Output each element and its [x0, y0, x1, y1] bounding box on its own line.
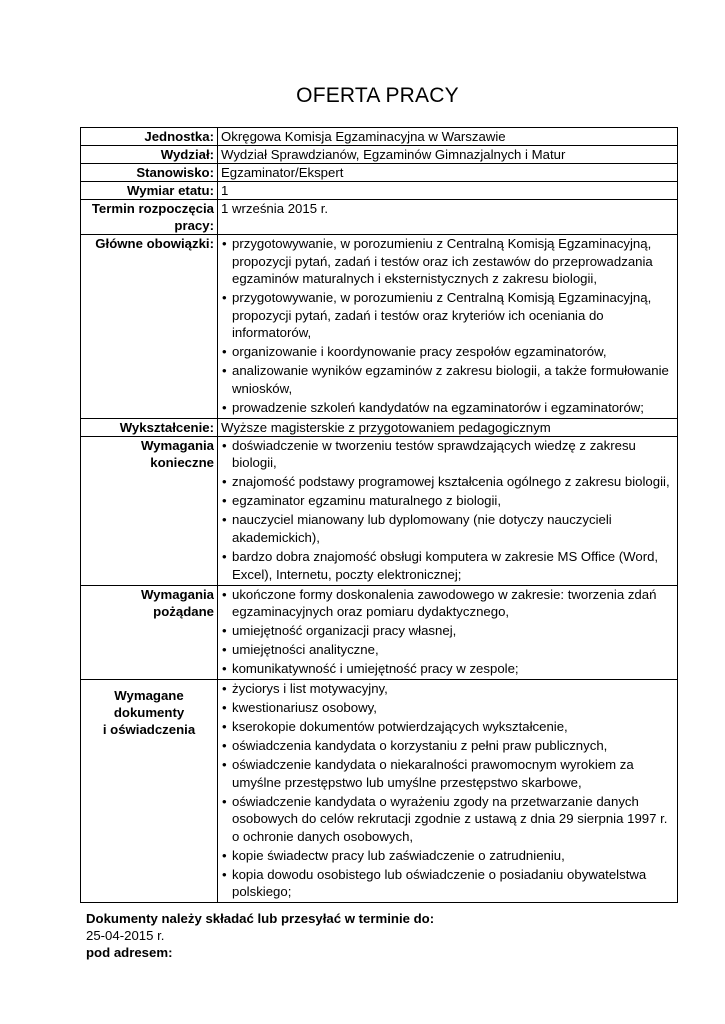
label-wymagania-konieczne: Wymagania konieczne	[81, 436, 218, 585]
list-item: • ukończone formy doskonalenia zawodowego w zakresie: tworzenia zdań egzaminacyjnych oraz pomiaru dydaktycznego,	[221, 586, 674, 623]
value-termin: 1 września 2015 r.	[218, 200, 678, 235]
label-stanowisko: Stanowisko:	[81, 164, 218, 182]
list-item: • prowadzenie szkoleń kandydatów na egzaminatorów i egzaminatorów;	[221, 399, 674, 418]
list-item: • nauczyciel mianowany lub dyplomowany (nie dotyczy nauczycieli akademickich),	[221, 511, 674, 548]
value-wymiar-etatu: 1	[218, 182, 678, 200]
value-stanowisko: Egzaminator/Ekspert	[218, 164, 678, 182]
row-wymagania-pozadane	[81, 585, 678, 680]
label-wymagane-dokumenty: Wymagane dokumenty i oświadczenia	[81, 680, 218, 903]
label-wymagania-pozadane: Wymagania pożądane	[81, 585, 218, 680]
duties-list	[221, 235, 674, 418]
row-termin	[81, 200, 678, 235]
address-label: pod adresem:	[86, 945, 173, 960]
list-item: • umiejętności analityczne,	[221, 641, 674, 660]
value-jednostka: Okręgowa Komisja Egzaminacyjna w Warszawie	[218, 128, 678, 146]
required-list	[221, 437, 674, 585]
row-jednostka	[81, 128, 678, 146]
label-jednostka: Jednostka:	[81, 128, 218, 146]
list-item: • oświadczenia kandydata o korzystaniu z pełni praw publicznych,	[221, 737, 674, 756]
list-item: • przygotowywanie, w porozumieniu z Centralną Komisją Egzaminacyjną, propozycji pytań, zadań i testów oraz ich zestawów do przeprowadzania egzaminów maturalnych i eksternistycznych z zakresu biologii,	[221, 235, 674, 289]
list-item: • komunikatywność i umiejętność pracy w zespole;	[221, 660, 674, 679]
desired-list	[221, 586, 674, 680]
list-item: • egzaminator egzaminu maturalnego z biologii,	[221, 492, 674, 511]
row-wydzial	[81, 146, 678, 164]
list-item: • kwestionariusz osobowy,	[221, 699, 674, 718]
row-wymiar-etatu	[81, 182, 678, 200]
list-item: • doświadczenie w tworzeniu testów sprawdzających wiedzę z zakresu biologii,	[221, 437, 674, 474]
list-item: • kopie świadectw pracy lub zaświadczenie o zatrudnieniu,	[221, 847, 674, 866]
list-item: • kserokopie dokumentów potwierdzających wykształcenie,	[221, 718, 674, 737]
label-obowiazki: Główne obowiązki:	[81, 235, 218, 419]
label-wyksztalcenie: Wykształcenie:	[81, 418, 218, 436]
row-stanowisko	[81, 164, 678, 182]
row-wymagane-dokumenty	[81, 680, 678, 903]
job-offer-table	[80, 127, 678, 903]
list-item: • oświadczenie kandydata o wyrażeniu zgody na przetwarzanie danych osobowych do celów rekrutacji zgodnie z ustawą z dnia 29 sierpnia 1997 r. o ochronie danych osobowych,	[221, 793, 674, 847]
list-item: • umiejętność organizacji pracy własnej,	[221, 622, 674, 641]
label-termin: Termin rozpoczęcia pracy:	[81, 200, 218, 235]
value-wyksztalcenie: Wyższe magisterskie z przygotowaniem pedagogicznym	[218, 418, 678, 436]
row-wyksztalcenie	[81, 418, 678, 436]
list-item: • życiorys i list motywacyjny,	[221, 680, 674, 699]
list-item: • bardzo dobra znajomość obsługi komputera w zakresie MS Office (Word, Excel), Internetu, poczty elektronicznej;	[221, 548, 674, 585]
list-item: • organizowanie i koordynowanie pracy zespołów egzaminatorów,	[221, 343, 674, 362]
label-wymiar-etatu: Wymiar etatu:	[81, 182, 218, 200]
page-title: OFERTA PRACY	[296, 84, 459, 107]
documents-list	[221, 680, 674, 902]
row-wymagania-konieczne	[81, 436, 678, 585]
deadline-label: Dokumenty należy składać lub przesyłać w terminie do:	[86, 911, 435, 926]
submission-info	[86, 910, 434, 961]
list-item: • znajomość podstawy programowej kształcenia ogólnego z zakresu biologii,	[221, 473, 674, 492]
list-item: • przygotowywanie, w porozumieniu z Centralną Komisją Egzaminacyjną, propozycji pytań, zadań i testów oraz kryteriów ich oceniania do informatorów,	[221, 289, 674, 343]
value-wydzial: Wydział Sprawdzianów, Egzaminów Gimnazjalnych i Matur	[218, 146, 678, 164]
list-item: • kopia dowodu osobistego lub oświadczenie o posiadaniu obywatelstwa polskiego;	[221, 866, 674, 903]
deadline-date: 25-04-2015 r.	[86, 928, 165, 943]
label-wydzial: Wydział:	[81, 146, 218, 164]
list-item: • oświadczenie kandydata o niekaralności prawomocnym wyrokiem za umyślne przestępstwo lub umyślne przestępstwo skarbowe,	[221, 756, 674, 793]
row-obowiazki	[81, 235, 678, 419]
list-item: • analizowanie wyników egzaminów z zakresu biologii, a także formułowanie wniosków,	[221, 362, 674, 399]
